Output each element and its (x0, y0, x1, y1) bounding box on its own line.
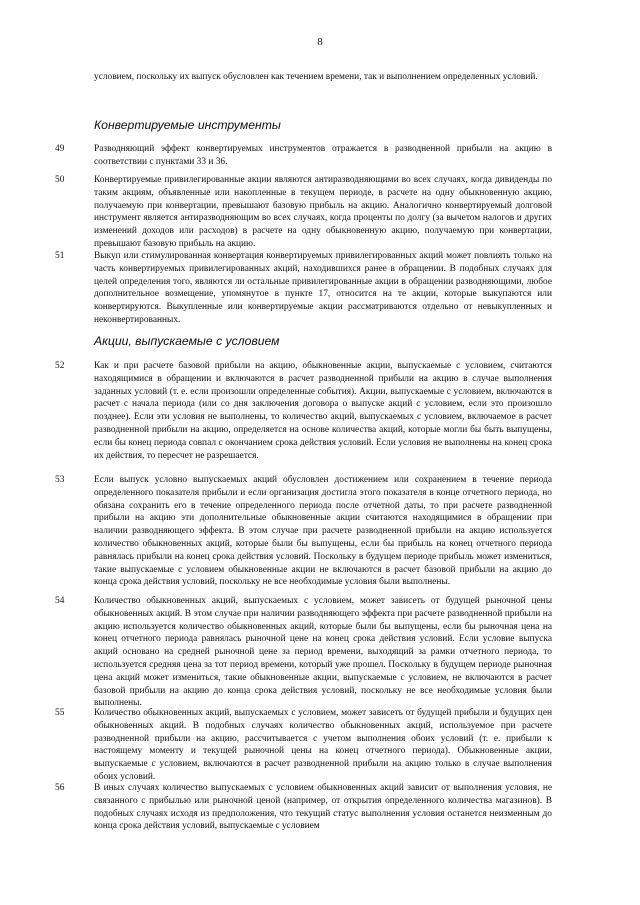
section-heading-contingently-issuable-shares: Акции, выпускаемые с условием (94, 334, 280, 348)
paragraph-number: 49 (55, 144, 65, 154)
paragraph-text: Разводняющий эффект конвертируемых инструментов отражается в разводненной прибыли на акцию в соответствии с пунктами 33 и 36. (94, 144, 552, 167)
page-number: 8 (317, 36, 323, 48)
paragraph-number: 54 (55, 596, 65, 606)
paragraph-number: 50 (55, 175, 65, 185)
paragraph-text: Количество обыкновенных акций, выпускаемых с условием, может зависеть от будущей прибыли и будущих цен обыкновенных акций. В подобных случаях количество обыкновенных акций, используемое при расчете разводненной прибыли на акцию, рассчитывается с учетом выполнения обоих условий (т. е. прибыли к настоящему моменту и текущей рыночной цены на конец отчетного периода). Обыкновенные акции, выпускаемые с условием, включаются в расчет разводненной прибыли на акцию только в случае выполнения обоих условий. (94, 708, 552, 782)
paragraph-text: В иных случаях количество выпускаемых с условием обыкновенных акций зависит от выполнения условия, не связанного с прибылью или рыночной ценой (например, от открытия определенного количества магазинов). В подобных случаях исходя из предположения, что текущий статус выполнения условия останется неизменным до конца срока действия условий, выпускаемые с условием (94, 783, 552, 832)
paragraph-number: 56 (55, 783, 65, 793)
paragraph-text: Выкуп или стимулированная конвертация конвертируемых привилегированных акций может повлиять только на часть конвертируемых привилегированных акций, находившихся ранее в обращении. В подобных случаях для целей определения того, являются ли остальные привилегированные акции в обращении разводняющими, любое дополнительное возмещение, упомянутое в пункте 17, относится на те акции, которые выкупаются или конвертируются. Выкупленные или конвертируемые акции рассматриваются отдельно от невыкупленных и неконвертированных. (94, 251, 552, 325)
continuation-text: условием, поскольку их выпуск обусловлен как течением времени, так и выполнением определенных условий. (94, 72, 538, 82)
paragraph-number: 55 (55, 708, 65, 718)
paragraph-number: 52 (55, 361, 65, 371)
paragraph-number: 53 (55, 475, 65, 485)
section-heading-convertible-instruments: Конвертируемые инструменты (94, 118, 281, 132)
paragraph-number: 51 (55, 251, 65, 261)
paragraph-text: Количество обыкновенных акций, выпускаемых с условием, может зависеть от будущей рыночной цены обыкновенных акций. В этом случае при наличии разводняющего эффекта при расчете разводненной прибыли на акцию используется количество обыкновенных акций, которые были бы выпущены, если бы рыночная цена на конец отчетного периода равнялась рыночной цене на конец срока действия условий. Если условие выпуска акций основано на средней рыночной цене за период времени, выходящий за рамки отчетного периода, то используется средняя цена за тот период времени, который уже прошел. Поскольку в будущем периоде рыночная цена акций может измениться, такие обыкновенные акции, выпускаемые с условием, не включаются в расчет базовой прибыли на акцию до конца срока действия условий, поскольку не все необходимые условия были выполнены. (94, 596, 552, 709)
paragraph-text: Конвертируемые привилегированные акции являются антиразводняющими во всех случаях, когда дивиденды по таким акциям, объявленные или накопленные в текущем периоде, в расчете на одну обыкновенную акцию, получаемую при конвертации, превышают базовую прибыль на акцию. Аналогично конвертируемый долговой инструмент является антиразводняющим во всех случаях, когда проценты по долгу (за вычетом налогов и других изменений доходов или расходов) в расчете на одну обыкновенную акцию, получаемую при конвертации, превышают базовую прибыль на акцию. (94, 175, 552, 249)
paragraph-text: Если выпуск условно выпускаемых акций обусловлен достижением или сохранением в течение периода определенного показателя прибыли и если организация достигла этого показателя в конце отчетного периода, но обязана сохранить его в течение определенного периода после отчетной даты, то при расчете разводненной прибыли на акцию эти дополнительные обыкновенные акции считаются находящимися в обращении при наличии разводняющего эффекта. В этом случае при расчете разводненной прибыли на акцию используется количество обыкновенных акций, которые были бы выпущены, если бы прибыль на конец отчетного периода равнялась прибыли на конец срока действия условий. Поскольку в будущем периоде прибыль может измениться, такие выпускаемые с условием обыкновенные акции не включаются в расчет базовой прибыли на акцию до конца срока действия условий, поскольку не все необходимые условия были выполнены. (94, 475, 552, 588)
paragraph-text: Как и при расчете базовой прибыли на акцию, обыкновенные акции, выпускаемые с условием, считаются находящимися в обращении и включаются в расчет разводненной прибыли на акцию в случае выполнения заданных условий (т. е. если произошли определенные события). Акции, выпускаемые с условием, включаются в расчет с начала периода (или со дня заключения договора о выпуске акций с условием, если это произошло позднее). Если эти условия не выполнены, то количество акций, выпускаемых с условием, включаемое в расчет разводненной прибыли на акцию, определяется на основе количества акций, которые могли бы быть выпущены, если бы конец периода совпал с окончанием срока действия условий. Если условия не выполнены на конец срока их действия, то пересчет не разрешается. (94, 361, 552, 461)
